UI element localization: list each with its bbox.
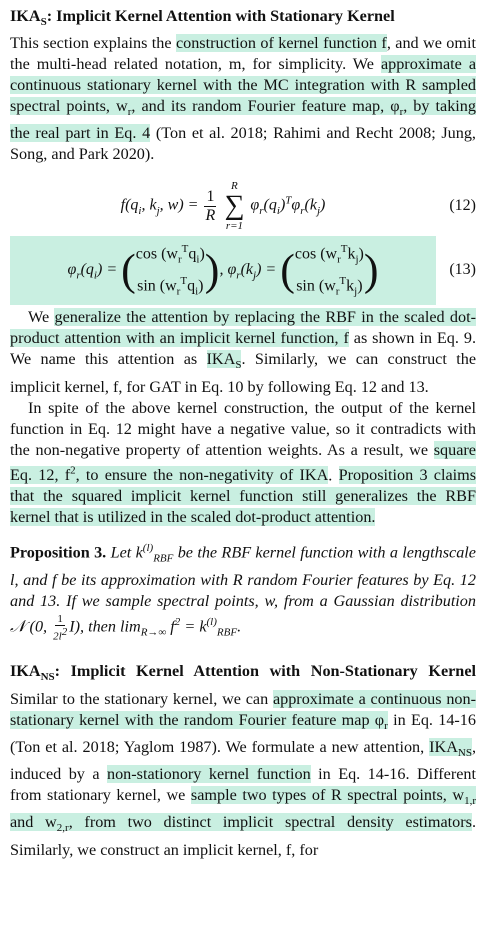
- non-stationary-heading: $IKA_{NS}$: Implicit Kernel Attention with Non-Stationary Kernel: [10, 662, 476, 684]
- equation-13: [10, 239, 476, 301]
- stationary-heading: $IKA_S$: Implicit Kernel Attention with Stationary Kernel: [10, 7, 395, 29]
- generalize-paragraph: We generalize the attention by replacing the RBF in the scaled dot-product attention with an implicit kernel function, f as shown in Eq. 9. We name this attention as $IKA_S$. Similarly, we can construct the implicit kernel, f, for GAT in Eq. 10 by following Eq. 12 and 13.: [10, 308, 477, 396]
- highlight: $IKA_{NS}$: [429, 737, 472, 760]
- highlight: square Eq. 12, $f^2$, to ensure the non-negativity of IKA: [10, 440, 476, 485]
- proposition-3: Proposition 3. Let $k^{(l)}_{RBF}$ be the RBF kernel function with a lengthscale l, and f be its approximation with R random Fourier features by Eq. 12 and 13. If we sample spectral points, w, from a Gaussian distribution 𝒩 (0, $\frac{1}{2l^2}$ I), then $\lim_{R\to\infty} f^2 = k^{(l)}_{RBF}$.: [10, 542, 476, 643]
- equation-13-body: $\varphi_r(q_i)$ = ( $\cos (w_r^Tq_i)$ $\sin (w_r^Tq_i)$ ), $\varphi_r(k_j)$ = ( $\cos (w_r^Tk_j)$ $\sin (w_r^Tk_j)$ ): [10, 236, 436, 305]
- highlight: construction of kernel function f: [175, 34, 387, 53]
- equation-13-number: (13): [449, 261, 476, 279]
- paper-page: [10, 6, 476, 861]
- highlight: generalize the attention by replacing the RBF in the scaled dot-product attention with an implicit kernel function, f: [10, 308, 476, 348]
- equation-12-number: (12): [449, 197, 476, 215]
- non-stationary-paragraph: $IKA_{NS}$: Implicit Kernel Attention with Non-Stationary Kernel Similar to the stationary kernel, we can approximate a continuous non-stationary kernel with the random Fourier feature map $\varphi_r$ in Eq. 14-16 (Ton et al. 2018; Yaglom 1987). We formulate a new attention, $IKA_{NS}$, induced by a non-stationory kernel function in Eq. 14-16. Different from stationary kernel, we sample two types of R spectral points, $w_{1,r}$ and $w_{2,r}$, from two distinct implicit spectral density estimators. Similarly, we construct an implicit kernel, f, for: [10, 662, 477, 859]
- highlight: Proposition 3 claims that the squared implicit kernel function still generalizes the RBF kernel that is utilized in the scaled dot-product attention.: [10, 466, 477, 527]
- stationary-paragraph: $IKA_S$: Implicit Kernel Attention with Stationary Kernel This section explains the construction of kernel function f, and we omit the multi-head related notation, m, for simplicity. We approximate a continuous stationary kernel with the MC integration with R sampled spectral points, $w_r$, and its random Fourier feature map, $\varphi_r$, by taking the real part in Eq. 4 (Ton et al. 2018; Rahimi and Recht 2008; Jung, Song, and Park 2020).: [10, 7, 476, 164]
- highlight: approximate a continuous stationary kernel with the MC integration with R sampled spectral points, $w_r$, and its random Fourier feature map, $\varphi_r$, by taking the real part in Eq. 4: [10, 55, 476, 143]
- equation-12-body: $f(q_i$, $k_j$, w) = $\frac{1}{R}$ R ∑ r=1 $\varphi_r(q_i)^T\varphi_r(k_j)$: [120, 180, 326, 233]
- highlight: approximate a continuous non-stationary kernel with the random Fourier feature map $\varphi_r$: [10, 689, 476, 732]
- non-negativity-paragraph: In spite of the above kernel construction, the output of the kernel function in Eq. 12 might have a negative value, so it contradicts with the non-negative property of attention weights. As a result, we square Eq. 12, $f^2$, to ensure the non-negativity of IKA. Proposition 3 claims that the squared implicit kernel function still generalizes the RBF kernel that is utilized in the scaled dot-product attention.: [10, 398, 477, 527]
- highlight: $IKA_S$: [206, 350, 242, 372]
- highlight: sample two types of R spectral points, $w_{1,r}$ and $w_{2,r}$, from two distinct implicit spectral density estimators: [10, 786, 477, 835]
- equation-12: [10, 173, 476, 239]
- highlight: non-stationory kernel function: [106, 765, 311, 784]
